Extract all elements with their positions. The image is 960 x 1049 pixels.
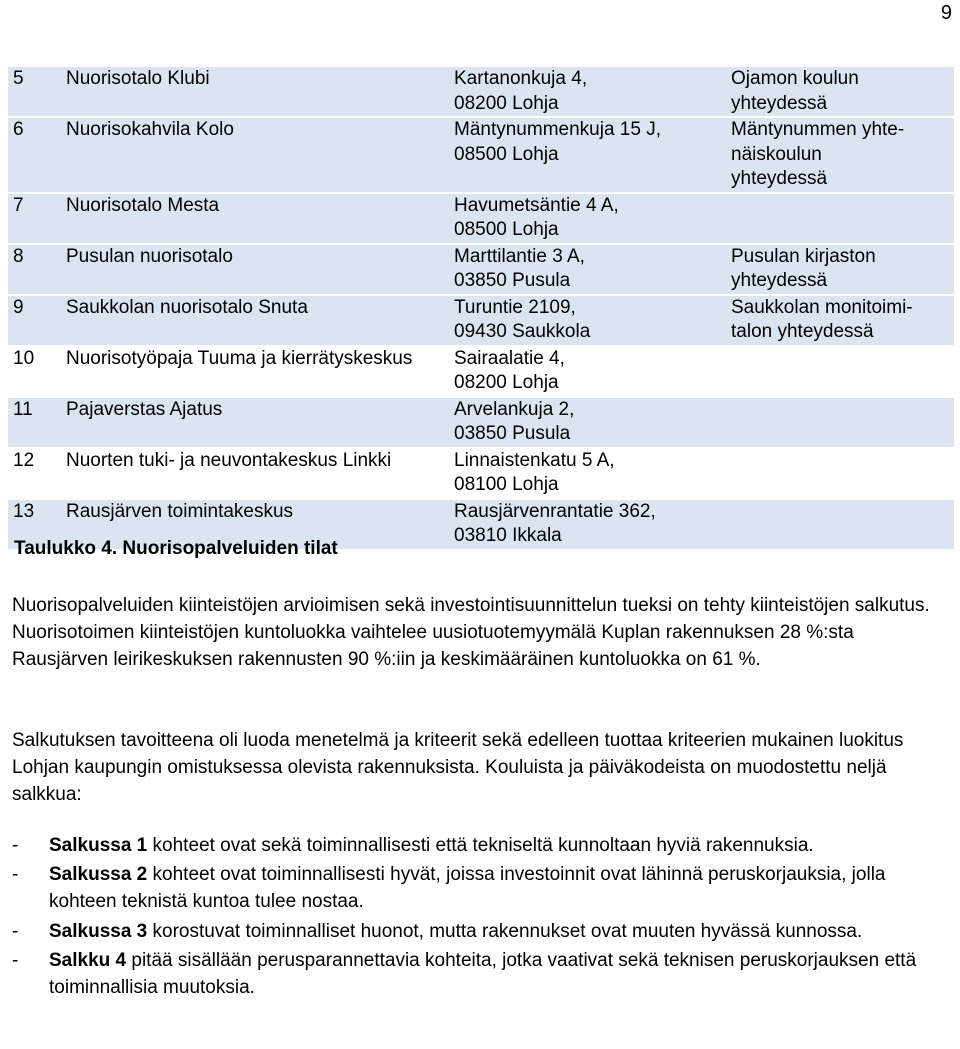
facility-note (731, 397, 954, 448)
note-line: Pusulan kirjaston (731, 245, 876, 267)
facility-address (454, 346, 731, 397)
facility-address (454, 244, 731, 295)
portfolio-text: pitää sisällään perusparannettavia kohteita, jotka vaativat sekä teknisen peruskorjauksen että toiminnallisia muutoksia. (49, 949, 917, 999)
table-row (8, 295, 954, 346)
note-line: talon yhteydessä (731, 321, 874, 342)
list-dash: - (12, 864, 19, 886)
facility-address (454, 448, 731, 499)
address-line: Rausjärvenrantatie 362, (454, 500, 656, 522)
facility-note (731, 448, 954, 499)
facility-note (731, 499, 954, 550)
list-dash: - (12, 920, 19, 942)
address-line: 03850 Pusula (454, 423, 571, 444)
row-number: 5 (13, 68, 24, 89)
row-number: 13 (13, 500, 35, 522)
note-line: Ojamon koulun (731, 68, 859, 89)
address-line: 08100 Lohja (454, 474, 559, 495)
facility-note (731, 295, 954, 346)
facility-name: Nuorten tuki- ja neuvontakeskus Linkki (66, 449, 392, 471)
address-line: Mäntynummenkuja 15 J, (454, 119, 661, 140)
facility-address (454, 67, 731, 117)
facility-name: Nuorisotalo Mesta (66, 194, 220, 216)
page-number: 9 (940, 2, 952, 24)
row-number: 9 (13, 296, 24, 318)
facility-name: Pajaverstas Ajatus (66, 398, 223, 420)
table-row (8, 397, 954, 448)
facility-address (454, 117, 731, 193)
address-line: Turuntie 2109, (454, 296, 576, 318)
facility-note (731, 117, 954, 193)
list-item (12, 947, 942, 1001)
facility-name: Nuorisotyöpaja Tuuma ja kierrätyskeskus (66, 347, 413, 369)
facility-name: Pusulan nuorisotalo (66, 245, 233, 267)
portfolio-text: korostuvat toiminnalliset huonot, mutta rakennukset ovat muuten hyvässä kunnossa. (147, 920, 863, 942)
facility-address (454, 193, 731, 244)
note-line: näiskoulun (731, 143, 822, 165)
address-line: Arvelankuja 2, (454, 398, 575, 420)
table-row (8, 448, 954, 499)
portfolio-term: Salkku 4 (49, 949, 127, 971)
facility-note (731, 244, 954, 295)
table-row (8, 346, 954, 397)
address-line: 08500 Lohja (454, 143, 559, 165)
address-line: 09430 Saukkola (454, 321, 591, 342)
address-line: 03850 Pusula (454, 270, 571, 291)
facility-name: Nuorisokahvila Kolo (66, 119, 234, 140)
portfolio-text: kohteet ovat toiminnallisesti hyvät, joissa investoinnit ovat lähinnä peruskorjauksia, jolla kohteen teknistä kuntoa tulee nostaa. (49, 864, 886, 913)
facility-note (731, 193, 954, 244)
row-number: 8 (13, 245, 24, 267)
list-dash: - (12, 835, 19, 856)
note-line: yhteydessä (731, 168, 828, 189)
row-number: 11 (13, 398, 33, 420)
address-line: Sairaalatie 4, (454, 347, 565, 369)
row-number: 10 (13, 347, 35, 369)
facility-name: Saukkolan nuorisotalo Snuta (66, 296, 308, 318)
address-line: 08500 Lohja (454, 219, 559, 240)
portfolio-term: Salkussa 1 (49, 835, 148, 856)
table-row (8, 117, 954, 193)
row-number: 12 (13, 449, 35, 471)
address-line: Havumetsäntie 4 A, (454, 194, 619, 216)
list-item (12, 832, 942, 859)
facility-note (731, 67, 954, 117)
row-number: 7 (13, 194, 24, 216)
portfolio-list (12, 832, 942, 1003)
portfolio-text: kohteet ovat sekä toiminnallisesti että tekniseltä kunnoltaan hyviä rakennuksia. (147, 835, 814, 856)
note-line: yhteydessä (731, 92, 828, 114)
body-paragraph: Salkutuksen tavoitteena oli luoda menetelmä ja kriteerit sekä edelleen tuottaa kriteerien mukainen luokitus Lohjan kaupungin omistuksessa olevista rakennuksista. Kouluista ja päiväkodeista on muodostettu neljä salkkua: (12, 730, 904, 806)
list-item (12, 918, 942, 945)
note-line: Saukkolan monitoimi- (731, 296, 913, 318)
address-line: 08200 Lohja (454, 372, 559, 393)
facilities-table-body (8, 67, 954, 550)
address-line: Marttilantie 3 A, (454, 245, 585, 267)
facility-address (454, 295, 731, 346)
facility-note (731, 346, 954, 397)
row-number: 6 (13, 119, 24, 140)
table-row (8, 244, 954, 295)
facility-address (454, 397, 731, 448)
table-row (8, 67, 954, 117)
portfolio-term: Salkussa 2 (49, 864, 148, 886)
address-line: Kartanonkuja 4, (454, 68, 588, 89)
facility-name: Nuorisotalo Klubi (66, 68, 210, 89)
table-row (8, 193, 954, 244)
list-dash: - (12, 949, 19, 971)
body-paragraph: Nuorisopalveluiden kiinteistöjen arvioimisen sekä investointisuunnittelun tueksi on tehty kiinteistöjen salkutus. Nuorisotoimen kiinteistöjen kuntoluokka vaihtelee uusiotuotemyymälä Kuplan rakennuksen 28 %:sta Rausjärven leirikeskuksen rakennusten 90 %:iin ja keskimääräinen kuntoluokka on 61 %. (12, 595, 930, 671)
note-line: Mäntynummen yhte- (731, 119, 905, 140)
facility-name: Rausjärven toimintakeskus (66, 500, 294, 522)
table-caption: Taulukko 4. Nuorisopalveluiden tilat (14, 538, 338, 559)
list-item (12, 861, 942, 915)
facility-address (454, 499, 731, 550)
facilities-table (8, 67, 954, 551)
portfolio-term: Salkussa 3 (49, 920, 148, 942)
note-line: yhteydessä (731, 270, 828, 291)
address-line: 03810 Ikkala (454, 525, 562, 546)
address-line: 08200 Lohja (454, 92, 559, 114)
address-line: Linnaistenkatu 5 A, (454, 449, 615, 471)
